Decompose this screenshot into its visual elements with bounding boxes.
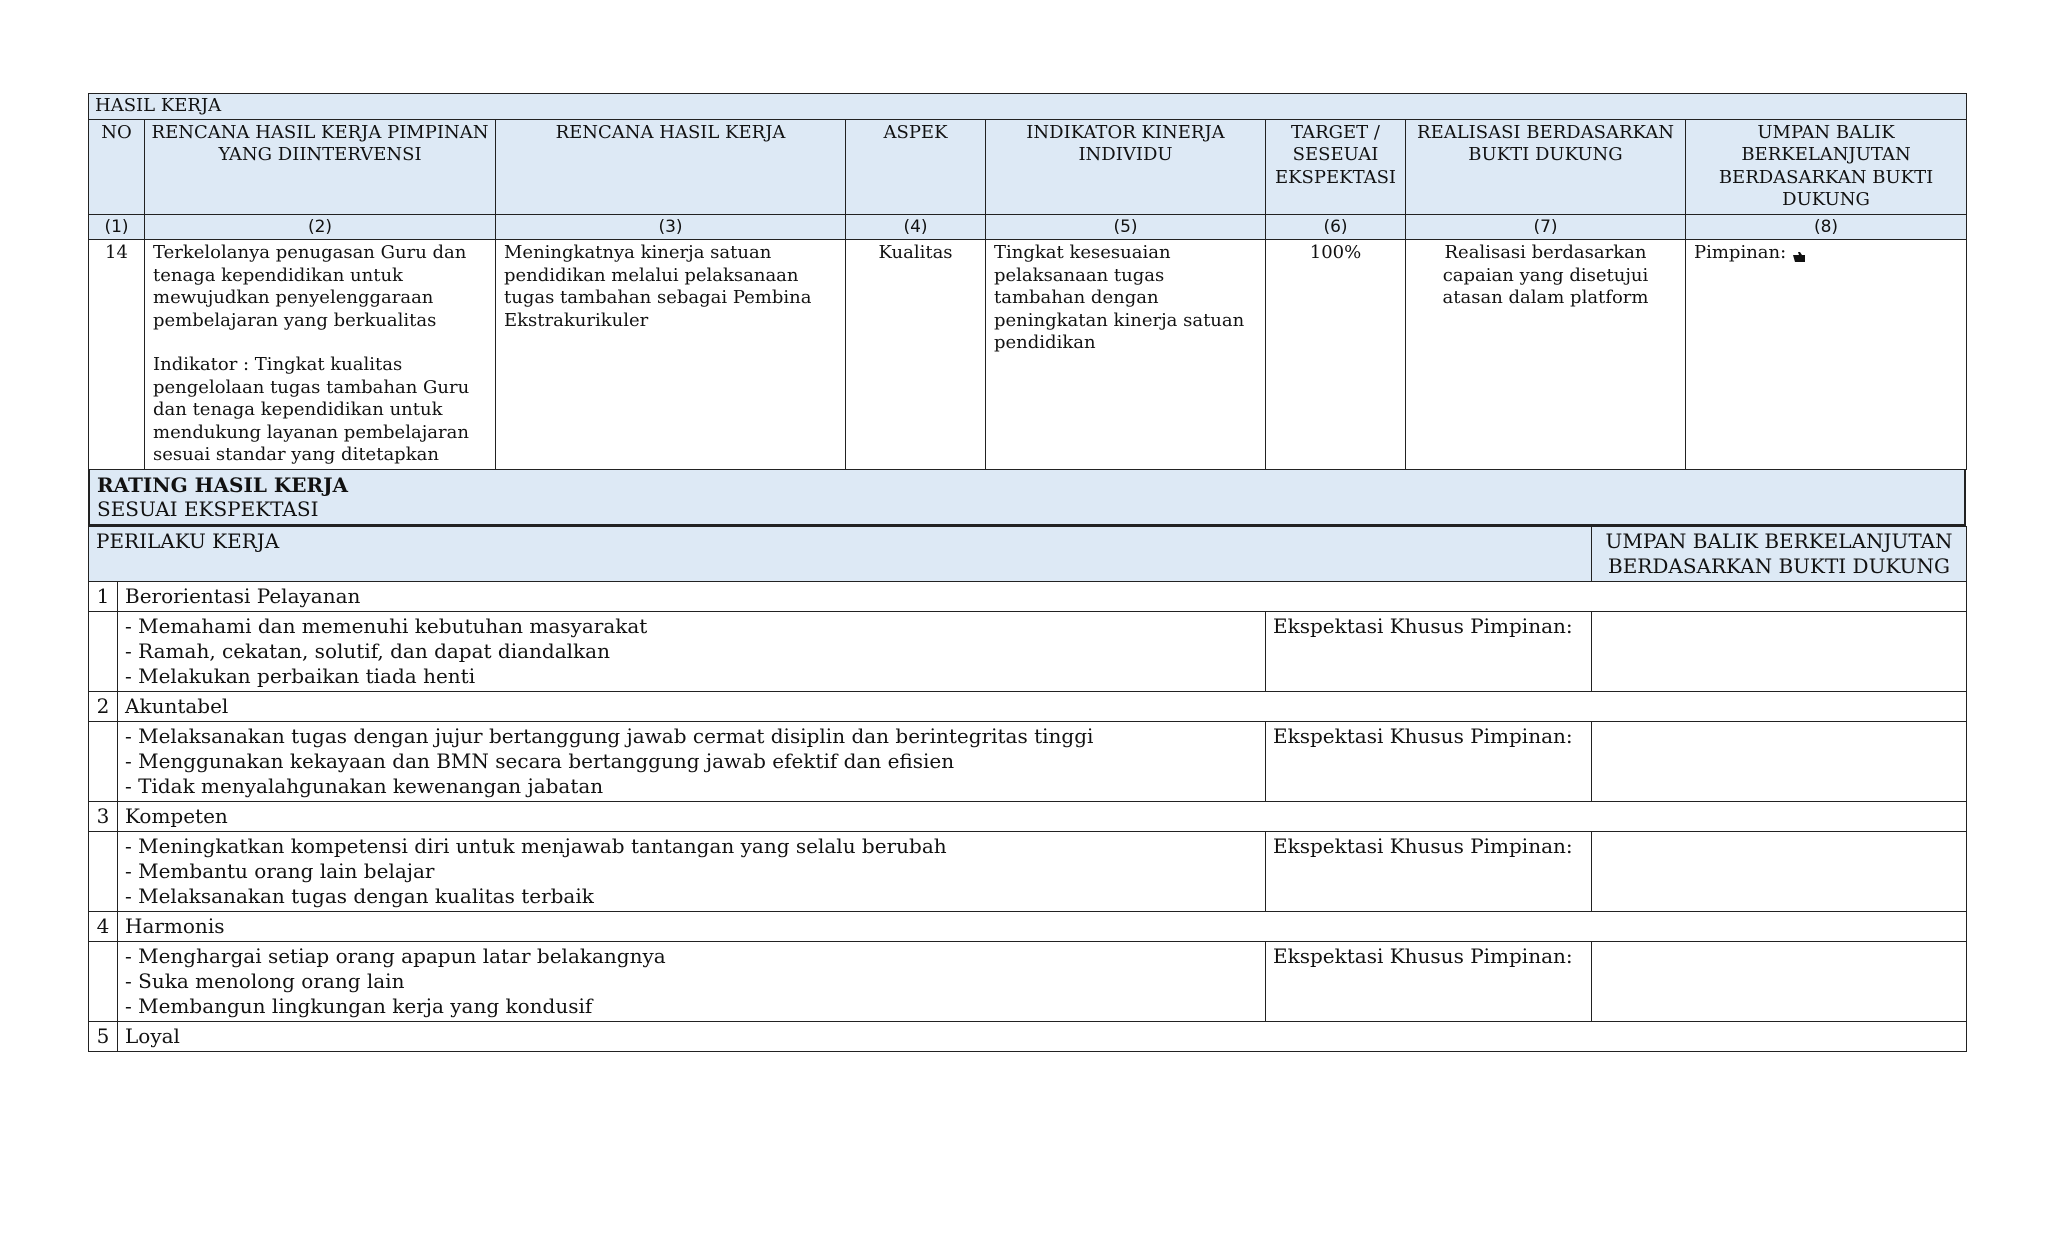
perilaku-item-detail [89,612,1967,692]
perilaku-bullets [118,832,1266,912]
umpan-balik-cell [1592,722,1967,802]
row-rhk: Meningkatnya kinerja satuan pendidikan melalui pelaksanaan tugas tambahan sebagai Pembina Ekstrakurikuler [496,240,846,470]
rating-section [88,470,1966,526]
perilaku-bullet: - Melaksanakan tugas dengan kualitas terbaik [125,884,594,908]
column-number: (6) [1266,214,1406,240]
ekspektasi-khusus-label: Ekspektasi Khusus Pimpinan: [1266,612,1592,692]
perilaku-item-name: Harmonis [118,912,1967,942]
header-target: TARGET / SESEUAI EKSPEKTASI [1266,119,1406,214]
perilaku-item-number: 5 [89,1022,118,1052]
row-no: 14 [89,240,145,470]
perilaku-bullets [118,942,1266,1022]
perilaku-bullets [118,722,1266,802]
column-number: (4) [846,214,986,240]
column-number: (1) [89,214,145,240]
umpan-balik-cell [1592,832,1967,912]
perilaku-bullet: - Membantu orang lain belajar [125,859,435,883]
perilaku-item-number: 3 [89,802,118,832]
perilaku-bullet: - Tidak menyalahgunakan kewenangan jabatan [125,774,604,798]
header-umpan-balik: UMPAN BALIK BERKELANJUTAN BERDASARKAN BUKTI DUKUNG [1686,119,1967,214]
row-aspek: Kualitas [846,240,986,470]
umpan-balik-cell [1592,612,1967,692]
header-aspek: ASPEK [846,119,986,214]
pointing-hand-icon [1792,247,1806,259]
perilaku-item-number: 4 [89,912,118,942]
rating-title: RATING HASIL KERJA [97,473,349,497]
perilaku-item-header [89,1022,1967,1052]
perilaku-item-detail [89,832,1967,912]
perilaku-item-name: Berorientasi Pelayanan [118,582,1967,612]
perilaku-kerja-title: PERILAKU KERJA [89,527,1592,582]
header-no: NO [89,119,145,214]
column-number: (8) [1686,214,1967,240]
ekspektasi-khusus-label: Ekspektasi Khusus Pimpinan: [1266,942,1592,1022]
perilaku-item-name: Akuntabel [118,692,1967,722]
perilaku-item-header [89,582,1967,612]
umpan-balik-cell [1592,942,1967,1022]
perilaku-bullet: - Membangun lingkungan kerja yang kondusif [125,994,593,1018]
perilaku-bullet: - Memahami dan memenuhi kebutuhan masyarakat [125,614,648,638]
perilaku-item-number: 1 [89,582,118,612]
perilaku-item-header [89,912,1967,942]
umpan-balik-label: Pimpinan: [1694,242,1787,263]
header-rhk-pimpinan: RENCANA HASIL KERJA PIMPINAN YANG DIINTERVENSI [145,119,496,214]
ekspektasi-khusus-label: Ekspektasi Khusus Pimpinan: [1266,832,1592,912]
perilaku-bullet: - Ramah, cekatan, solutif, dan dapat diandalkan [125,639,610,663]
empty-cell [89,722,118,802]
perilaku-bullet: - Melakukan perbaikan tiada henti [125,664,476,688]
perilaku-bullet: - Meningkatkan kompetensi diri untuk menjawab tantangan yang selalu berubah [125,834,947,858]
hasil-kerja-table [88,93,1967,470]
row-realisasi: Realisasi berdasarkan capaian yang disetujui atasan dalam platform [1406,240,1686,470]
perilaku-umpan-balik-header: UMPAN BALIK BERKELANJUTAN BERDASARKAN BUKTI DUKUNG [1592,527,1967,582]
perilaku-item-detail [89,942,1967,1022]
empty-cell [89,832,118,912]
perilaku-bullet: - Menghargai setiap orang apapun latar belakangnya [125,944,666,968]
perilaku-bullet: - Menggunakan kekayaan dan BMN secara bertanggung jawab efektif dan efisien [125,749,955,773]
header-indikator: INDIKATOR KINERJA INDIVIDU [986,119,1266,214]
perilaku-bullet: - Suka menolong orang lain [125,969,405,993]
perilaku-bullets [118,612,1266,692]
column-number: (2) [145,214,496,240]
perilaku-item-detail [89,722,1967,802]
empty-cell [89,612,118,692]
column-number: (3) [496,214,846,240]
perilaku-item-header [89,692,1967,722]
empty-cell [89,942,118,1022]
row-target: 100% [1266,240,1406,470]
perilaku-item-header [89,802,1967,832]
perilaku-bullet: - Melaksanakan tugas dengan jujur bertanggung jawab cermat disiplin dan berintegritas tinggi [125,724,1094,748]
header-rhk: RENCANA HASIL KERJA [496,119,846,214]
row-indikator: Tingkat kesesuaian pelaksanaan tugas tambahan dengan peningkatan kinerja satuan pendidikan [986,240,1266,470]
document-page [88,93,1966,1052]
column-number: (7) [1406,214,1686,240]
rating-value: SESUAI EKSPEKTASI [97,497,319,521]
column-number: (5) [986,214,1266,240]
hasil-kerja-title: HASIL KERJA [89,94,1967,120]
perilaku-item-name: Kompeten [118,802,1967,832]
perilaku-kerja-table [88,526,1967,1052]
row-rhk-pimpinan [145,240,496,470]
rhk-pimpinan-text: Terkelolanya penugasan Guru dan tenaga kependidikan untuk mewujudkan penyelenggaraan pembelajaran yang berkualitas [153,242,467,331]
row-umpan-balik [1686,240,1967,470]
perilaku-kerja-body [89,582,1967,1052]
perilaku-item-number: 2 [89,692,118,722]
header-realisasi: REALISASI BERDASARKAN BUKTI DUKUNG [1406,119,1686,214]
ekspektasi-khusus-label: Ekspektasi Khusus Pimpinan: [1266,722,1592,802]
table-row [89,240,1967,470]
perilaku-item-name: Loyal [118,1022,1967,1052]
rhk-pimpinan-indikator: Indikator : Tingkat kualitas pengelolaan tugas tambahan Guru dan tenaga kependidikan untuk mendukung layanan pembelajaran sesuai standar yang ditetapkan [153,354,470,465]
